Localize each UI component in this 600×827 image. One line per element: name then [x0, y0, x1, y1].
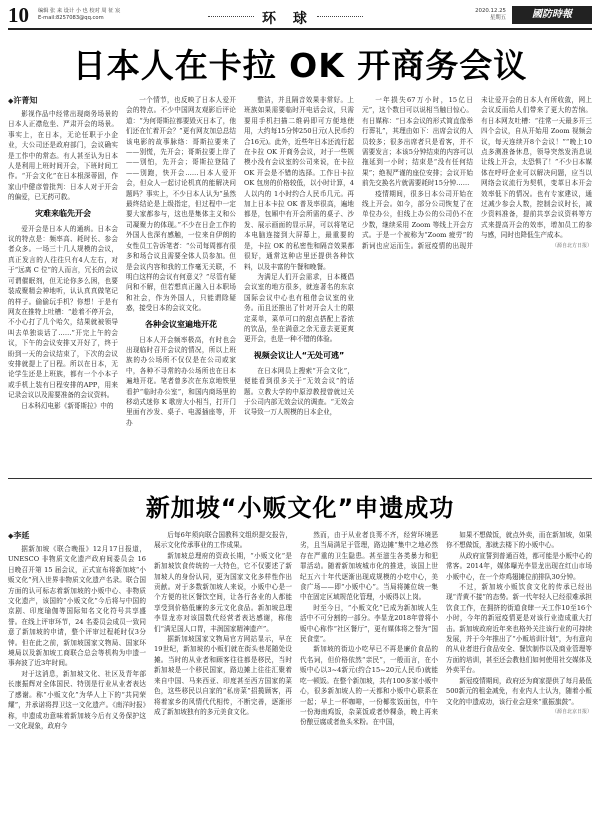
paragraph: 疫情期间，很多日本公司开始在线上开会。如今，部分公司恢复了在单位办公，但线上办公的公司仍不在少数，继续采用 Zoom 等线上开会方式。于是一个被称为“Zoom 疲劳”的新词也应运而生。新冠疫情的出现并未让爱开会的日本人有所收敛，网上会议反而给人们带来了更大的苦恼。有日本网友吐槽：“往常一天最多开三四个会议，自从开始用 Zoom 视频会议，每天连续开8个会议！”“晚上10点多测准备休息，领导突然发消息说让线上开会，太恐惧了！”不少日本媒体在呼吁企业可以解决问题，应当以网络会议流行为契机，变革日本开会效率低下的情况。也有专家建议，通过减少参会人数，控制会议时长，减少资料准备，提前共享会议资料等方式来提高开会的效率，增加员工的参与感，同时也降低生产成本。	[362, 96, 592, 250]
subheading: 各种会议室遍地开花	[145, 319, 217, 329]
paragraph-list	[362, 95, 592, 251]
paragraph: 据新加坡《联合晚报》12月17日报道，UNESCO 非物质文化遗产政府间委员会 16 日晚召开第 15 届会议，正式宣布将新加坡“小贩文化”列入世界非物质文化遗产名录。联合国方面的认可标志着新加坡的小贩中心、非物质文化遗产，该国的“小贩文化”今后将与中国的京剧、印度瑜伽等国际知名文化符号共享盛誉。在线上评审环节，24 名委员会成员一致同意了新加坡的申请，整个评审过程耗时仅3分钟。但在此之前，新加坡国家文物局、国家环境局以及新加坡工商联合总会等机构为申遗一事奔波了近3年时间。	[8, 545, 146, 668]
paragraph: 时至今日，“小贩文化”已成为新加坡人生活中不可分割的一部分。李显龙2018年曾将小贩中心称作“社区餐厅”，更有媒体将之誉为“国民食堂”。	[300, 603, 438, 644]
headline-singapore: 新加坡“小贩文化”申遗成功	[145, 494, 455, 522]
paragraph-list	[446, 530, 592, 707]
paragraph-list	[154, 530, 292, 717]
section-title: 环 球	[262, 8, 313, 28]
paragraph-list	[8, 544, 146, 731]
paragraph: 影视作品中经常出现商务场景的日本人正襟危坐、严肃开会的场景。事实上，在日本，无论任职于小企业，大公司还是政府部门，会议确实是工作中的常态。有人甚至认为日本人是利用上班时间开会，下班时间工作。“开会文化”在日本根深蒂固，作家山中健彦曾批判：日本人对于开会的偏爱，已无药可救。	[8, 110, 118, 202]
paragraph: 在日本网员上搜索“开会文化”，便能看到很多关于“无效会议”的话题。立教大学的中原淳教授曾就过关于公司内部无效会议的调查。“无效会议导致一万人规模的日本企业，	[244, 366, 354, 417]
paragraph: 为满足人们开会需求，日本概倡会议室的地方很多，就连著名的东京国际会议中心也有租借会议室的业务。而且还推出了针对开会人士的限定菜单，菜单可口的甜点搭配上香浓的饮品，坐在满意之余无意去更更爽更开会，也是一种不错的体验。	[244, 272, 354, 344]
paragraph: 对于这消息，新加坡文化、社区及青年部长康振辉对全体国民、特别是行业从业者表达了感谢。称“小贩文化”为华人上下的“共同荣耀”，并承诺将捍卫这一文化遗产。《南洋时报》称，申遗成功意味着新加坡今后有义务保护这一文化现象，政府今	[8, 669, 146, 730]
article1-col4	[362, 95, 592, 473]
paragraph: 新加坡的街边小吃早已不再是廉价食品的代名词，但价格依然“亲民”，一般而言，在小贩中心以3~4新元(约合15~20元人民币)就能吃一顿饭。在整个新加坡，共有100多家小贩中心，很多新加坡人的一天都和小贩中心联系在一起；早上一杯咖啡，一份椰浆饭面包，中午一份海南鸡饭，杂菜饭或者炒粿条，晚上再来份酿豆腐或者鱼头米粉。在中国，	[300, 645, 438, 727]
article1-col3	[244, 95, 354, 473]
page-header	[8, 3, 592, 30]
paragraph: 然而，由于从业者良莠不齐，经营环境恶劣，且当局满足于管理，路边摊“集中之地必然存在严重的卫生隐患。甚至滋生各类暴力和犯罪活动。随着新加坡城市化的推进，该国上世纪五六十年代逐渐出现成规模的小吃中心，美食广场——即“小贩中心”。当局将摊位统一集中在固定区域规范化管理，小贩得以上岗。	[300, 531, 438, 602]
paragraph-list	[244, 366, 354, 418]
paragraph: 一年损失67万小时，15亿日元”，这个数目可以说相当触目惊心。有日媒称：“日本会议的形式简直像举行葬礼”，其理由如下：出席会议的人员较多；很多出席者只是看客，并不需要发言；本该5分钟结束的内容可以拖延到一小时；结束是“没有任何结果”；绝视严谨的座位安排；会议开始前先交换名片就需要耗时15分钟……	[362, 96, 473, 188]
article2-col4	[446, 530, 592, 822]
article1-col2	[126, 95, 236, 473]
paragraph: 新冠疫情期间，政府还为商家提供了每月最低500新元的租金减免，有业内人士认为，随着小贩文化的申遗成功，该行业会迎来“重振旗鼓”。	[446, 676, 592, 706]
page-number: 10	[8, 3, 29, 27]
paragraph-list	[126, 335, 236, 429]
paragraph: 爱开会是日本人的通病。日本会议的特点是：频率高、耗时长、参会者众多。一场三十几人规模的会议，真正发言的人往往只有4人左右，对于“远离 C 位”的人而言，冗长的会议可谓催眠剂，但无论你多么困，也要装成聚精会神地听，认认真真做笔记的样子。偷偷玩手机？你想！于是有网友在推特上吐槽：“趁着不停开会，不小心打了几个哈欠，结果就被领导叫去单独谈话了……”开完上午的会议，下午的会议安排又开好了，终于盼到一天的会议结束了，下次的会议安排就提上了日程。所以在日本，无论学生还是上班族，都有一个小本子或手机上装有日程安排的APP，用来记录会议以及需要准备的会议资料。	[8, 224, 118, 400]
headline-karaoke: 日本人在卡拉 OK 开商务会议	[72, 46, 528, 85]
byline: ◆ 许菁知	[8, 95, 118, 107]
paragraph: 整洁，并且隔音效果非常好。上班族如果需要临时开电话会议，只需要用手机扫描二维码即可方便地使用，大约每15分钟250日元(人民币约合16元)。此外，近些年日本还流行起在卡拉 OK 开商务会议，对于一些规模小没有会议室的公司来说，在卡拉 OK 开会是不错的选择。工作日卡拉 OK 包房的价格较低，以小时计算，4人以内的 1小时约合人民币几元。再加上日本卡拉 OK 普及率很高，遍地都是，包厢中有开会所需的桌子、沙发、展示画面的显示屏，可以将笔记本电脑连接到大屏幕上，最重要的是，卡拉 OK 的私密性和隔音效果都很好，通常这种店里还提供各种饮料，以及丰富的午餐和晚餐。	[244, 96, 354, 271]
subheading: 视频会议让人“无处可逃”	[253, 350, 345, 360]
issue-date	[475, 8, 506, 22]
article2-col2	[154, 530, 292, 822]
paragraph: 日本人开会频率极高，有时也会出现临时召开会议的情况，所以上班族的办公场所不仅仅是在公司或家中，各种不寻常的办公场所也在日本遍地开花。笔者曾多次在东京地铁里看护“临时办公室”，和国内商场里的移动式迷你 K 歌房大小相当，打开门里面有沙发、桌子、电源插座等，开办	[126, 335, 236, 427]
paragraph-list	[8, 109, 118, 203]
paragraph: 如果不想做饭，就点外卖，而在新加坡，如果你不想做饭，那就去楼下的小贩中心。	[446, 531, 592, 550]
subheading: 灾难来临先开会	[35, 208, 91, 218]
source-note: （源自北京日报）	[551, 708, 592, 715]
article2-col3	[300, 530, 438, 822]
article2-col1	[8, 530, 146, 822]
paragraph: 不过，新加坡小贩饮食文化的传承已经出现“青黄不接”的态势。新一代年轻人已经很难承担饮食工作，在拥挤的街道食肆一天工作10至16个小时，今年的新冠疫情更是对该行业造成重大打击。新加坡政府近年来也格外关注该行业的可持续发展，并于今年推出了“小贩培训计划”，为有意向的从业者进行食品安全、餐饮制作以及商业管理等方面的培训，甚至还会教他们如何使用社交媒体及外卖平台。	[446, 583, 592, 675]
paragraph: 从政府宣誓到普通百姓，都可能是小贩中心的常客。2014年，媒体曝光李显龙出现在红山市场小贩中心，在一个炸鸡翅摊位前排队30分钟。	[446, 551, 592, 581]
paragraph: 日本科幻电影《新哥斯拉》中的	[21, 401, 114, 410]
paragraph: 一个情节，也反映了日本人爱开会的特点。不少中国网友观影后评论道：“为何哥斯拉都要毁灭日本了，他们还在忙着开会？”更有网友加总总结该电影的故事脉络：哥斯拉要来了——别慌，先开会；哥斯拉要上岸了——别怕，先开会；哥斯拉登陆了——别跑，快开会……日本人爱开会，但众人一起讨论机真的能解决问题吗？事实上，不少日本人认为“虽然最终结论是上级指定，但过程中一定要大家都参与，这也是集体主义和公司凝聚力的体现。”不少在日企工作的外国人也深有感触，一位来自伊朗的女性员工告诉笔者：“公司每周都有很多和场合议且需要全体人员参加。但是会议内容和我的工作毫无关联，不明白这样的会议有何意义？”尽管有疑问和不解，但若想真正融入日本职场和社会，作为外国人，只能谓除疑惑，接受日本的会议文化。	[126, 96, 236, 313]
weekday-text: 星期五	[489, 15, 506, 21]
source-note: （源自北方日报）	[551, 242, 592, 249]
paragraph: 据新加坡国家文物局官方网站显示，早在19世纪，新加坡的小贩们就在街头巷尾随处设摊。当时的从业者和顾客往往都是移民，当时新加坡是一个移民国家，路边摊上往往汇聚着来自中国、马来西亚、印度甚至西方国家的菜色，这些移民以自家的“私房菜”招揽顾客，再将着家乡的风情代代相传，不断完善，逐渐形成了新加坡独有的多元美食文化。	[154, 635, 292, 716]
paragraph-list	[126, 95, 236, 314]
newspaper-logo: 國防時報	[512, 6, 592, 24]
date-text: 2020.12.25	[475, 8, 506, 14]
article1-col1	[8, 95, 118, 425]
staff-line: 编辑 张 来 设计 小 也 校对 周 征 宸	[38, 8, 121, 14]
paragraph-list	[244, 95, 354, 345]
byline: ◆ 李延	[8, 530, 146, 542]
section-divider	[8, 478, 592, 479]
paragraph-list	[300, 530, 438, 728]
staff-info	[38, 8, 120, 22]
paragraph: 新加坡总理府的资政长期，“小贩文化”是新加坡饮食传统的一大特色，它不仅要述了新加坡人的身份认同，更为国家文化多样性作出贡献。对于多数新加坡人来说，小贩中心是一个方便的社区餐饮空间，让各行各业的人都能享受到价格低廉的多元文化食品。新加坡总理李显龙亦对该国数代经营者表达感谢，称他们“满足国人口胃，丰润国家精神遗产”。	[154, 551, 292, 633]
paragraph-list	[8, 224, 118, 411]
email-line: E-mail:8257083@qq.com	[38, 15, 104, 21]
paragraph: 后每6年须向联合国教科文组织提交报告，展示文化传承事业的工作成果。	[154, 531, 292, 550]
